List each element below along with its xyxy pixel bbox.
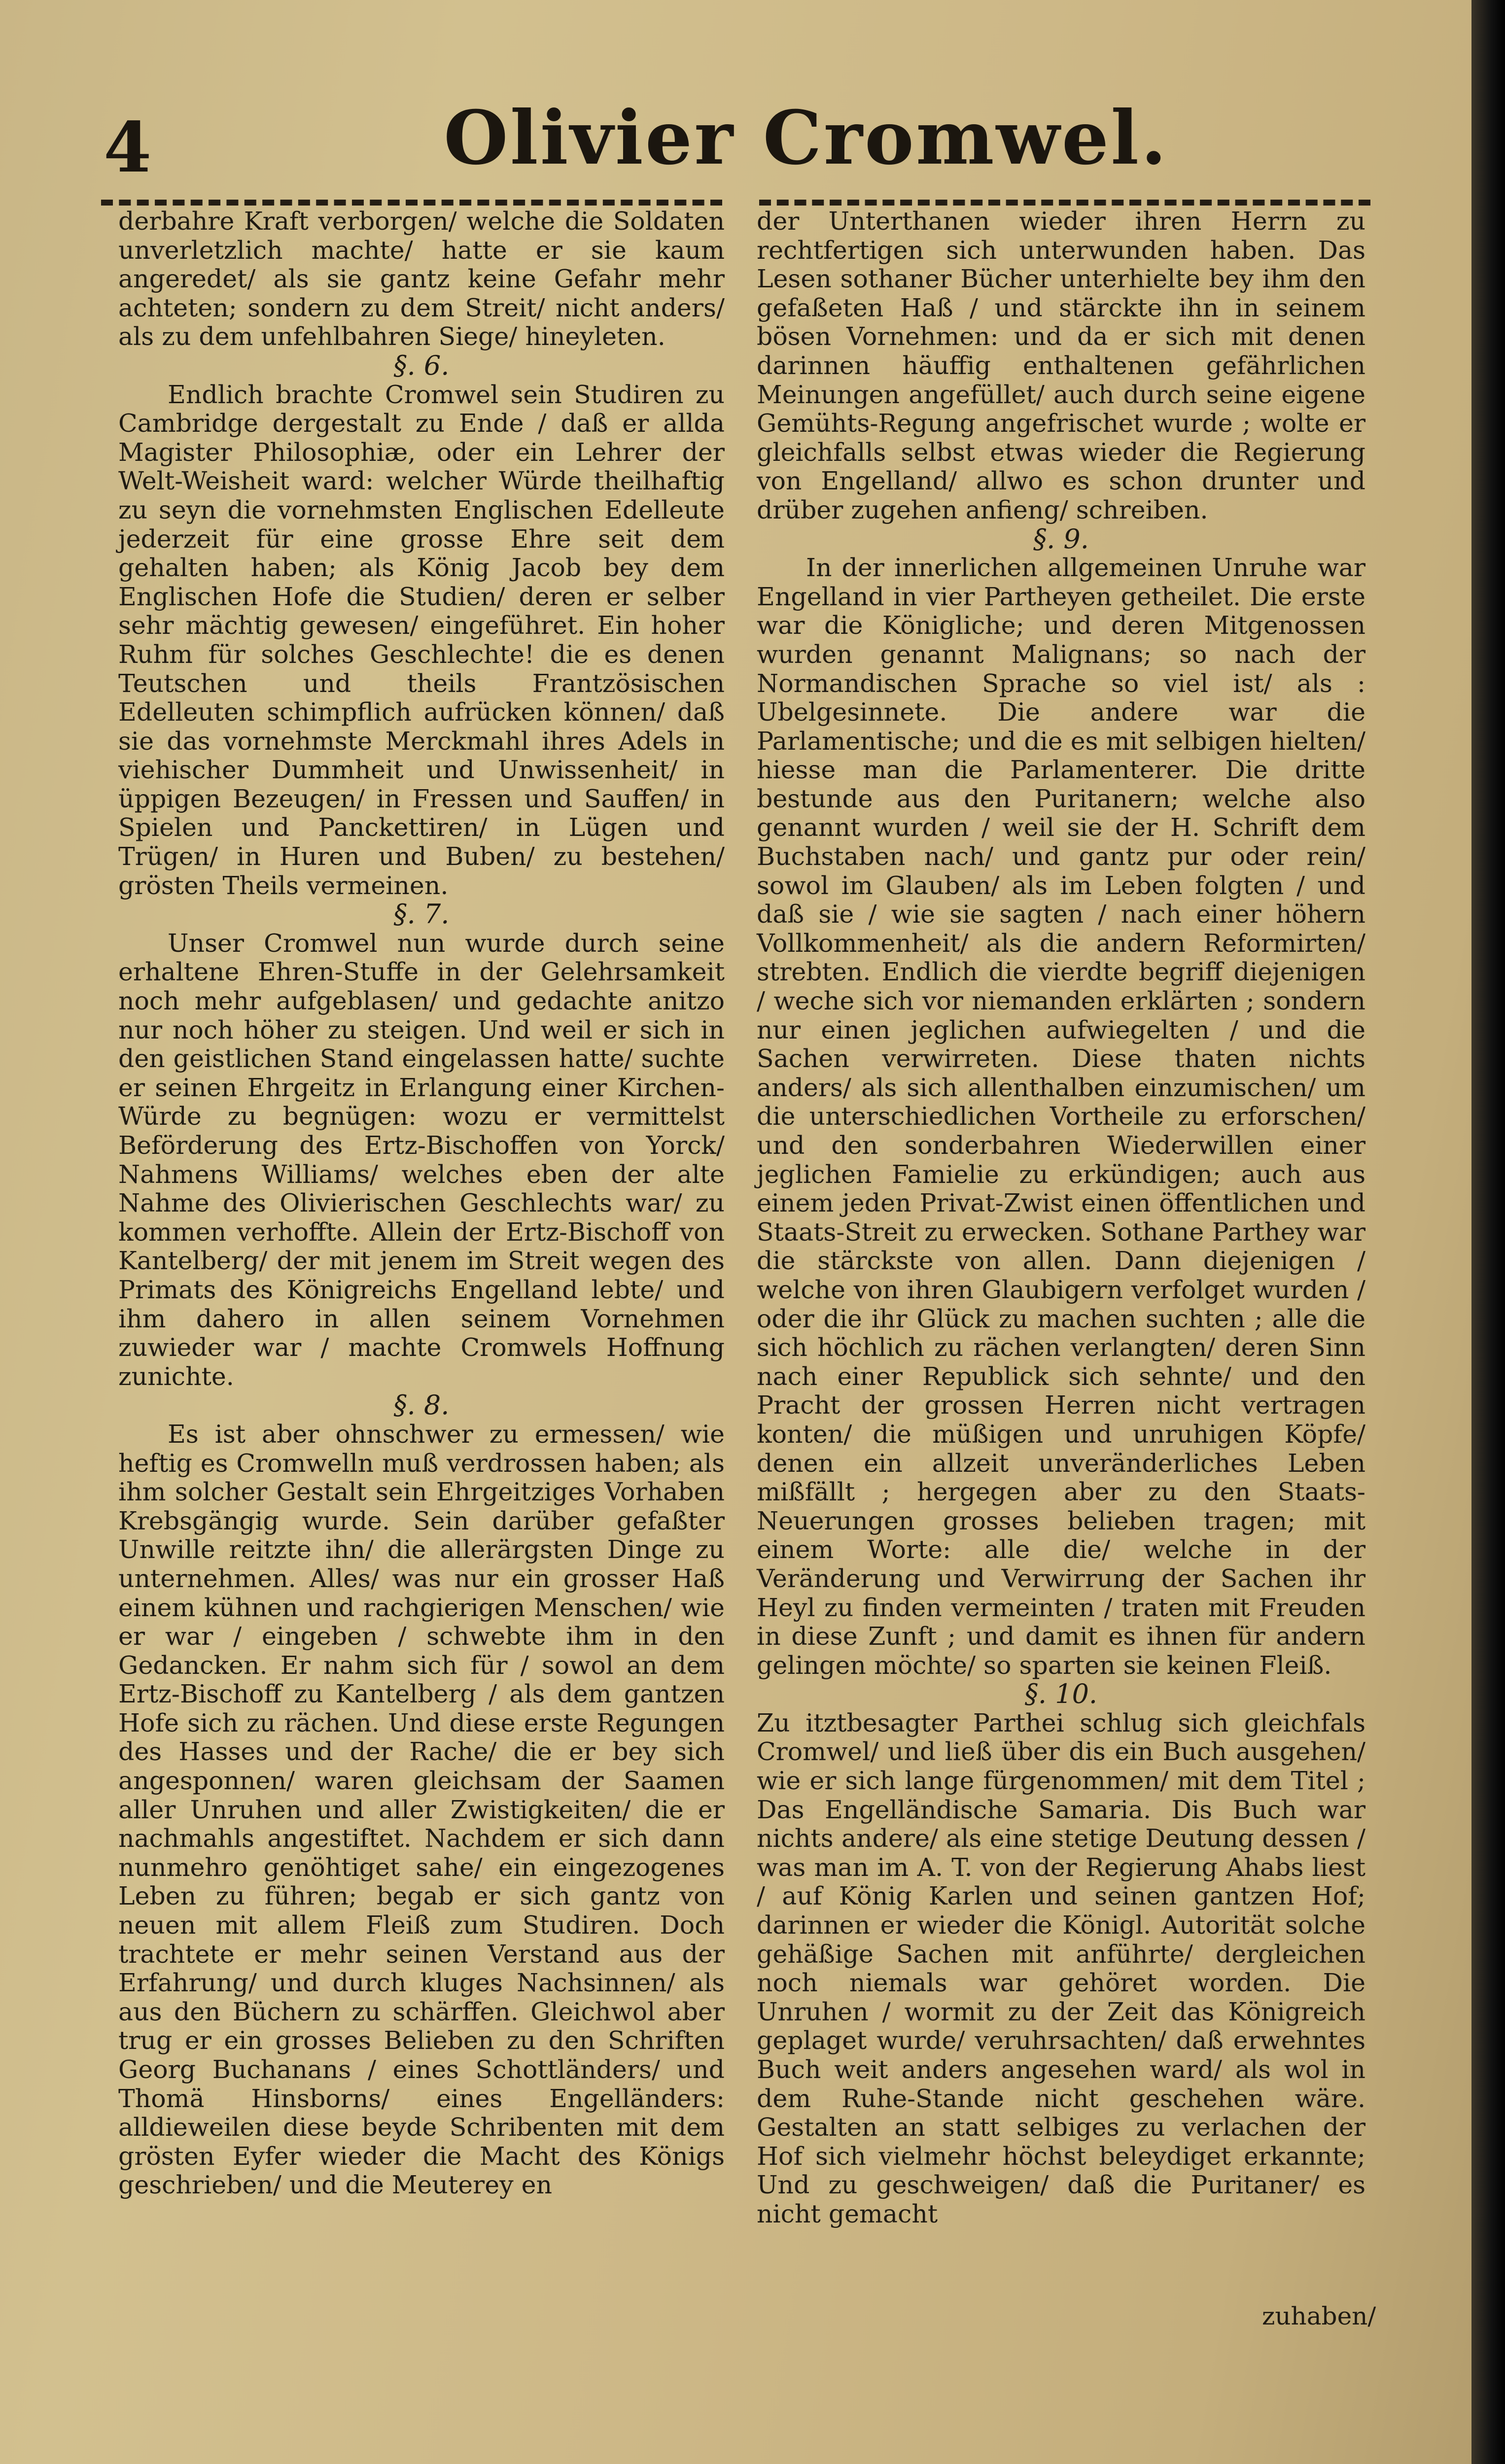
page-number: 4 [104, 107, 152, 188]
header-rule-left [101, 200, 722, 206]
paragraph: Es ist aber ohnschwer zu ermessen/ wie heftig es Cromwelln muß verdrossen haben; als ihm solcher Gestalt sein Ehrgeitziges Vorhaben Krebsgängig wurde. Sein darüber gefaßter Unwille reitzte ihn/ die allerärgsten Dinge zu unternehmen. Alles/ was nur ein grosser Haß einem kühnen und rachgierigen Menschen/ wie er war / eingeben / schwebte ihm in den Gedancken. Er nahm sich für / sowol an dem Ertz-Bischoff zu Kantelberg / als dem gantzen Hofe sich zu rächen. Und diese erste Regungen des Hasses und der Rache/ die er bey sich angesponnen/ waren gleichsam der Saamen aller Unruhen und aller Zwistigkeiten/ die er nachmahls angestiftet. Nachdem er sich dann nunmehro genöhtiget sahe/ ein eingezogenes Leben zu führen; begab er sich gantz von neuen mit allem Fleiß zum Studiren. Doch trachtete er mehr seinen Verstand aus der Erfahrung/ und durch kluges Nachsinnen/ als aus den Büchern zu schärffen. Gleichwol aber trug er ein grosses Belieben zu den Schriften Georg Buchanans / eines Schottländers/ und Thomä Hinsborns/ eines Engelländers: alldieweilen diese beyde Schribenten mit dem grösten Eyfer wieder die Macht des Königs geschrieben/ und die Meuterey en [118, 1419, 725, 2200]
paragraph: Endlich brachte Cromwel sein Studiren zu Cambridge dergestalt zu Ende / daß er allda Magister Philosophiæ, oder ein Lehrer der Welt-Weisheit ward: welcher Würde theilhaftig zu seyn die vornehmsten Englischen Edelleute jederzeit für eine grosse Ehre seit dem gehalten haben; als König Jacob bey dem Englischen Hofe die Studien/ deren er selber sehr mächtig gewesen/ eingeführet. Ein hoher Ruhm für solches Geschlechte! die es denen Teutschen und theils Frantzösischen Edelleuten schimpflich aufrücken können/ daß sie das vornehmste Merckmahl ihres Adels in viehischer Dummheit und Unwissenheit/ in üppigen Bezeugen/ in Fressen und Sauffen/ in Spielen und Panckettiren/ in Lügen und Trügen/ in Huren und Buben/ zu bestehen/ grösten Theils vermeinen. [118, 380, 725, 900]
section-number: §. 6. [393, 349, 450, 381]
left-column [118, 207, 725, 2200]
running-head: Olivier Cromwel. [444, 95, 1169, 181]
section-number: §. 8. [393, 1389, 450, 1421]
paragraph: der Unterthanen wieder ihren Herrn zu rechtfertigen sich unterwunden haben. Das Lesen sothaner Bücher unterhielte bey ihm den gefaßeten Haß / und stärckte ihn in seinem bösen Vornehmen: und da er sich mit denen darinnen häuffig enthaltenen gefährlichen Meinungen angefüllet/ auch durch seine eigene Gemühts-Regung angefrischet wurde ; wolte er gleichfalls selbst etwas wieder die Regierung von Engelland/ allwo es schon drunter und drüber zugehen anfieng/ schreiben. [757, 207, 1365, 524]
right-column [757, 207, 1365, 2229]
paragraph: Unser Cromwel nun wurde durch seine erhaltene Ehren-Stuffe in der Gelehrsamkeit noch mehr aufgeblasen/ und gedachte anitzo nur noch höher zu steigen. Und weil er sich in den geistlichen Stand eingelassen hatte/ suchte er seinen Ehrgeitz in Erlangung einer Kirchen-Würde zu begnügen: wozu er vermittelst Beförderung des Ertz-Bischoffen von Yorck/ Nahmens Williams/ welches eben der alte Nahme des Olivierischen Geschlechts war/ zu kommen verhoffte. Allein der Ertz-Bischoff von Kantelberg/ der mit jenem im Streit wegen des Primats des Königreichs Engelland lebte/ und ihm dahero in allen seinem Vornehmen zuwieder war / machte Cromwels Hoffnung zunichte. [118, 928, 725, 1391]
book-spine [1471, 0, 1505, 2464]
catchword: zuhaben/ [1262, 2302, 1376, 2330]
section-number: §. 10. [1024, 1678, 1098, 1710]
paragraph: In der innerlichen allgemeinen Unruhe war Engelland in vier Partheyen getheilet. Die erste war die Königliche; und deren Mitgenossen wurden genannt Malignans; so nach der Normandischen Sprache so viel ist/ als : Ubelgesinnete. Die andere war die Parlamentische; und die es mit selbigen hielten/ hiesse man die Parlamenterer. Die dritte bestunde aus den Puritanern; welche also genannt wurden / weil sie der H. Schrift dem Buchstaben nach/ und gantz pur oder rein/ sowol im Glauben/ als im Leben folgten / und daß sie / wie sie sagten / nach einer höhern Vollkommenheit/ als die andern Reformirten/ strebten. Endlich die vierdte begriff diejenigen / weche sich vor niemanden erklärten ; sondern nur einen jeglichen aufwiegelten / und die Sachen verwirreten. Diese thaten nichts anders/ als sich allenthalben einzumischen/ um die unterschiedlichen Vortheile zu erforschen/ und den sonderbahren Wiederwillen einer jeglichen Famielie zu erkündigen; auch aus einem jeden Privat-Zwist einen öffentlichen und Staats-Streit zu erwecken. Sothane Parthey war die stärckste von allen. Dann diejenigen / welche von ihren Glaubigern verfolget wurden / oder die ihr Glück zu machen suchten ; alle die sich höchlich zu rächen verlangten/ deren Sinn nach einer Republick sich sehnte/ und den Pracht der grossen Herren nicht vertragen konten/ die müßigen und unruhigen Köpfe/ denen ein allzeit unveränderliches Leben mißfällt ; hergegen aber zu den Staats-Neuerungen grosses belieben tragen; mit einem Worte: alle die/ welche in der Veränderung und Verwirrung der Sachen ihr Heyl zu finden vermeinten / traten mit Freuden in diese Zunft ; und damit es ihnen für andern gelingen möchte/ so sparten sie keinen Fleiß. [757, 553, 1365, 1680]
section-number: §. 7. [393, 899, 450, 930]
header-rule-right [759, 200, 1370, 206]
paragraph: Zu itztbesagter Parthei schlug sich gleichfals Cromwel/ und ließ über dis ein Buch ausgehen/ wie er sich lange fürgenommen/ mit dem Titel ; Das Engelländische Samaria. Dis Buch war nichts andere/ als eine stetige Deutung dessen / was man im A. T. von der Regierung Ahabs liest / auf König Karlen und seinen gantzen Hof; darinnen er wieder die Königl. Autorität solche gehäßige Sachen mit anführte/ dergleichen noch niemals war gehöret worden. Die Unruhen / wormit zu der Zeit das Königreich geplaget wurde/ veruhrsachten/ daß erwehntes Buch weit anders angesehen ward/ als wol in dem Ruhe-Stande nicht geschehen wäre. Gestalten an statt selbiges zu verlachen der Hof sich vielmehr höchst beleydiget erkannte; Und zu geschweigen/ daß die Puritaner/ es nicht gemacht [757, 1708, 1365, 2228]
section-number: §. 9. [1033, 523, 1089, 555]
paragraph: derbahre Kraft verborgen/ welche die Soldaten unverletzlich machte/ hatte er sie kaum angeredet/ als sie gantz keine Gefahr mehr achteten; sondern zu dem Streit/ nicht anders/ als zu dem unfehlbahren Siege/ hineyleten. [118, 207, 725, 351]
